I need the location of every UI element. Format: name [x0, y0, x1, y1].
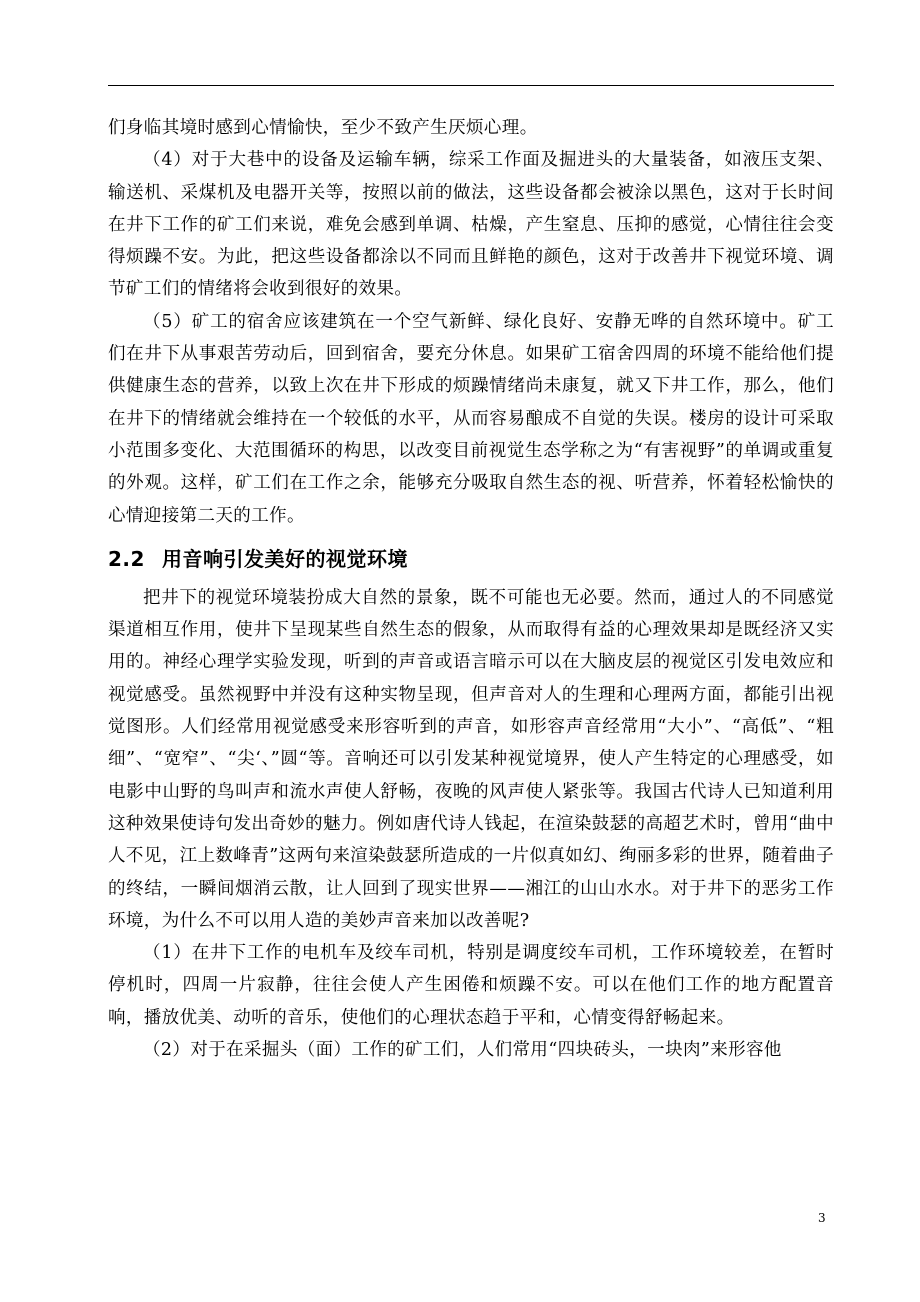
- page-number: 3: [818, 1211, 826, 1225]
- paragraph-continuation: 们身临其境时感到心情愉快，至少不致产生厌烦心理。: [108, 118, 538, 138]
- paragraph-item-4: （4）对于大巷中的设备及运输车辆，综采工作面及掘进头的大量装备，如液压支架、输送机、采煤机及电器开关等，按照以前的做法，这些设备都会被涂以黑色，这对于长时间在井下工作的矿工们来说，难免会感到单调、枯燥，产生窒息、压抑的感觉，心情往往会变得烦躁不安。为此，把这些设备都涂以不同而且鲜艳的颜色，这对于改善井下视觉环境、调节矿工们的情绪将会收到很好的效果。: [108, 150, 834, 300]
- paragraph-item-2: （2）对于在采掘头（面）工作的矿工们，人们常用“四块砖头，一块肉”来形容他: [143, 1040, 782, 1061]
- section-heading: [108, 545, 834, 573]
- paragraph-item-1: （1）在井下工作的电机车及绞车司机，特别是调度绞车司机，工作环境较差，在暂时停机时，四周一片寂静，往往会使人产生困倦和烦躁不安。可以在他们工作的地方配置音响，播放优美、动听的音乐，使他们的心理状态趋于平和，心情变得舒畅起来。: [108, 943, 834, 1028]
- header-rule: [108, 85, 834, 86]
- paragraph-intro: 把井下的视觉环境装扮成大自然的景象，既不可能也无必要。然而，通过人的不同感觉渠道相互作用，使井下呈现某些自然生态的假象，从而取得有益的心理效果却是既经济又实用的。神经心理学实验发现，听到的声音或语言暗示可以在大脑皮层的视觉区引发电效应和视觉感受。虽然视野中并没有这种实物呈现，但声音对人的生理和心理两方面，都能引出视觉图形。人们经常用视觉感受来形容听到的声音，如形容声音经常用“大小”、“高低”、“粗细”、“宽窄”、“尖‘、”圆“等。音响还可以引发某种视觉境界，使人产生特定的心理感受，如电影中山野的鸟叫声和流水声使人舒畅，夜晚的风声使人紧张等。我国古代诗人已知道利用这种效果使诗句发出奇妙的魅力。例如唐代诗人钱起，在渲染鼓瑟的高超艺术时，曾用“曲中人不见，江上数峰青”这两句来渲染鼓瑟所造成的一片似真如幻、绚丽多彩的世界，随着曲子的终结，一瞬间烟消云散，让人回到了现实世界——湘江的山山水水。对于井下的恶劣工作环境，为什么不可以用人造的美妙声音来加以改善呢?: [108, 587, 834, 931]
- document-body: [108, 112, 834, 1066]
- paragraph-item-5: （5）矿工的宿舍应该建筑在一个空气新鲜、绿化良好、安静无哗的自然环境中。矿工们在井下从事艰苦劳动后，回到宿舍，要充分休息。如果矿工宿舍四周的环境不能给他们提供健康生态的营养，以致上次在井下形成的烦躁情绪尚未康复，就又下井工作，那么，他们在井下的情绪就会维持在一个较低的水平，从而容易酿成不自觉的失误。楼房的设计可采取小范围多变化、大范围循环的构思，以改变目前视觉生态学称之为“有害视野”的单调或重复的外观。这样，矿工们在工作之余，能够充分吸取自然生态的视、听营养，怀着轻松愉快的心情迎接第二天的工作。: [108, 311, 834, 526]
- section-number: 2.2: [108, 546, 145, 571]
- section-title: 用音响引发美好的视觉环境: [162, 546, 408, 571]
